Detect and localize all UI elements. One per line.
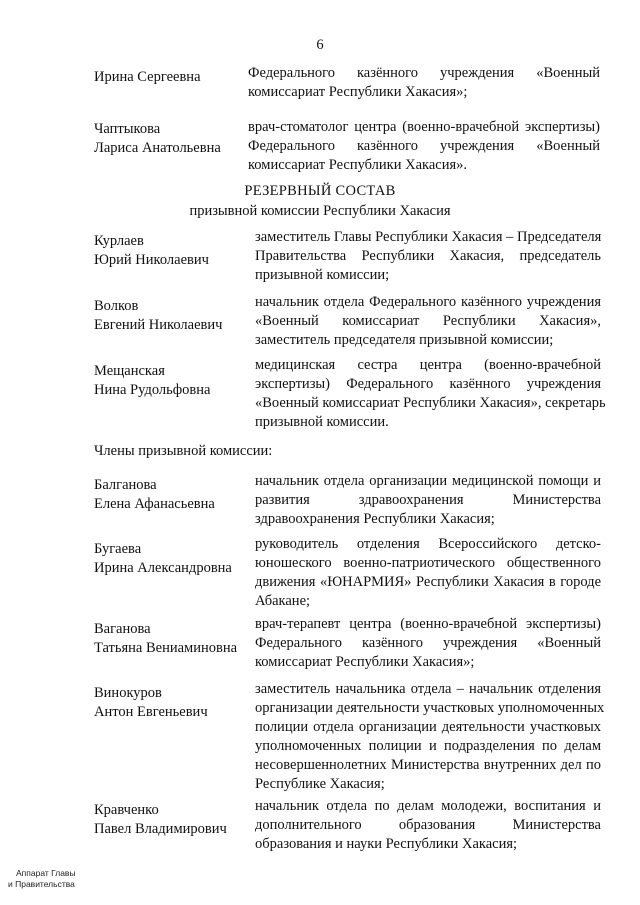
- position-description: заместитель Главы Республики Хакасия – Председателя Правительства Республики Хакасия, председатель призывной комиссии;: [255, 229, 602, 283]
- position-description: начальник отдела по делам молодежи, воспитания и дополнительного образования Министерства образования и науки Республики Хакасия;: [255, 798, 601, 852]
- person-name: Чаптыкова Лариса Анатольевна: [94, 121, 221, 156]
- position-description: заместитель начальника отдела – начальник отделения организации деятельности участковых уполномоченных полиции отдела организации деятельности участковых уполномоченных полиции и подразделения по делам несовершеннолетних Министерства внутренних дел по Республике Хакасия;: [255, 681, 605, 792]
- person-name: Волков Евгений Николаевич: [94, 298, 223, 333]
- position-description: руководитель отделения Всероссийского детско- юношеского военно-патриотического общественного движения «ЮНАРМИЯ» Республики Хакасия в городе Абакане;: [255, 536, 601, 609]
- person-name: Курлаев Юрий Николаевич: [94, 233, 209, 268]
- reserve-section-title: РЕЗЕРВНЫЙ СОСТАВ призывной комиссии Республики Хакасия: [189, 183, 451, 219]
- members-label: Члены призывной комиссии:: [94, 443, 273, 459]
- footer-stamp: Аппарат Главы и Правительства: [8, 868, 76, 889]
- person-name: Мещанская Нина Рудольфовна: [94, 363, 211, 398]
- person-name: Бугаева Ирина Александровна: [94, 541, 232, 576]
- position-description: Федерального казённого учреждения «Военный комиссариат Республики Хакасия»;: [248, 65, 600, 100]
- position-description: начальник отдела Федерального казённого учреждения «Военный комиссариат Республики Хакасия», заместитель председателя призывной комиссии;: [255, 294, 601, 348]
- person-name: Ирина Сергеевна: [94, 69, 201, 85]
- position-description: начальник отдела организации медицинской помощи и развития здравоохранения Министерства здравоохранения Республики Хакасия;: [255, 473, 601, 527]
- person-name: Ваганова Татьяна Вениаминовна: [94, 621, 238, 656]
- position-description: врач-терапевт центра (военно-врачебной экспертизы) Федерального казённого учреждения «Военный комиссариат Республики Хакасия»;: [255, 616, 601, 670]
- position-description: врач-стоматолог центра (военно-врачебной экспертизы) Федерального казённого учреждения «Военный комиссариат Республики Хакасия».: [248, 119, 600, 173]
- position-description: медицинская сестра центра (военно-врачебной экспертизы) Федерального казённого учреждения «Военный комиссариат Республики Хакасия», секретарь призывной комиссии.: [255, 357, 606, 430]
- person-name: Балганова Елена Афанасьевна: [94, 477, 215, 512]
- person-name: Винокуров Антон Евгеньевич: [94, 685, 208, 720]
- page-number: 6: [316, 37, 324, 53]
- person-name: Кравченко Павел Владимирович: [94, 802, 227, 837]
